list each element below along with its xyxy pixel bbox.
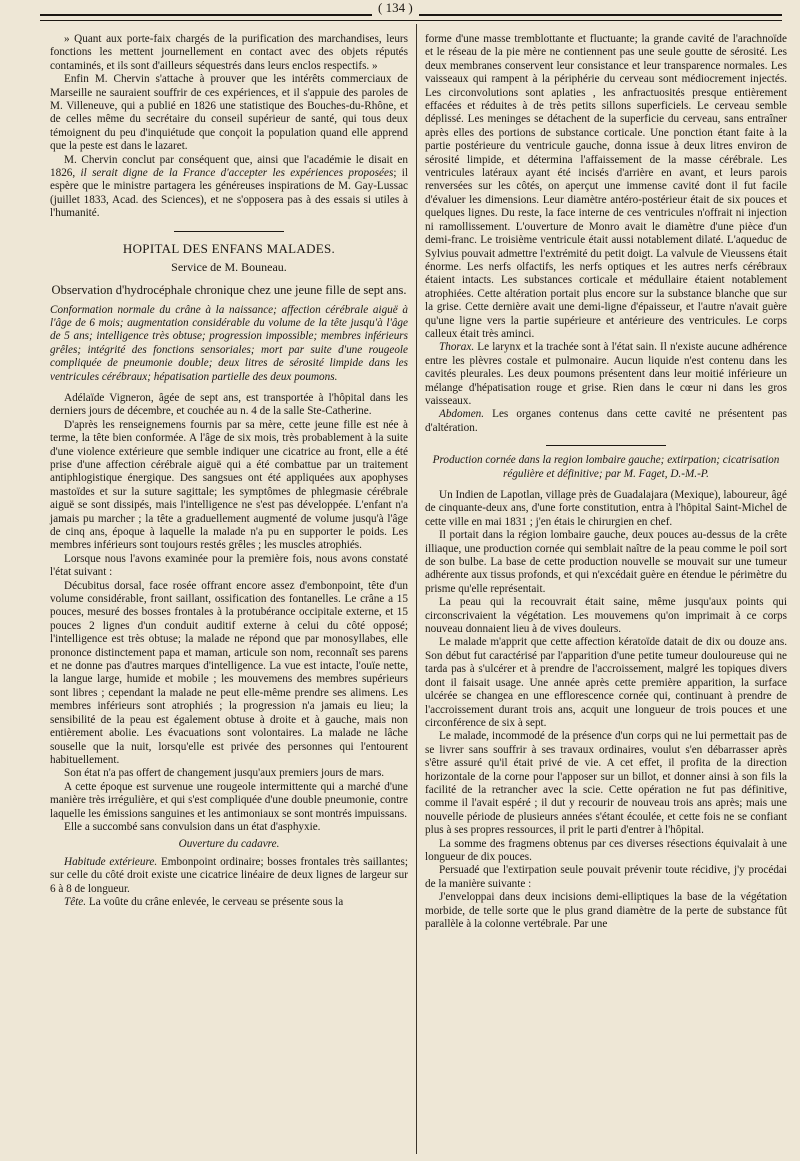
paragraph: » Quant aux porte-faix chargés de la purification des marchandises, leurs fonctions les mettent journellement en contact avec des objets réputés contaminés, et ils sont d'ailleurs séquestrés dans leurs enclos respectifs. » <box>50 33 408 72</box>
article-title: Production cornée dans la region lombaire gauche; extirpation; cicatrisation régulière et définitive; par M. Faget, D.-M.-P. <box>432 454 780 480</box>
run-in-label: Abdomen. <box>439 408 485 421</box>
run-in-label: Thorax. <box>439 341 475 354</box>
paragraph: Adélaïde Vigneron, âgée de sept ans, est transportée à l'hôpital dans les derniers jours de décembre, et couchée au n. 4 de la salle Ste-Catherine. <box>50 391 408 418</box>
paragraph: Le malade m'apprit que cette affection kératoïde datait de dix ou douze ans. Son début fut caractérisé par l'apparition d'une petite tumeur douloureuse qui ne tarda pas à s'ulcérer et à prendre de l'accroissement, malgré les topiques divers dont il faisait usage. Une année après cette première apparition, la surface ulcérée se changea en une efflorescence cornée qui, continuant à prendre de l'accroissement durant trois ans, acquit une longueur de trois pouces et une circonférence de six à sept. <box>425 636 787 729</box>
paragraph: Tête. La voûte du crâne enlevée, le cerveau se présente sous la <box>64 895 344 908</box>
observation-summary: Conformation normale du crâne à la naissance; affection cérébrale aiguë à l'âge de 6 mois; augmentation considérable du volume de la tête jusqu'à l'âge de 5 ans; intelligence très obtuse; progression impossible; membres inférieurs grêles; intégrité des fonctions sensoriales; mort par suite d'une rougeole compliquée de pneumonie double; deux litres de sérosité limpide dans les ventricules cérébraux; hépatisation partielle des deux poumons. <box>50 303 408 383</box>
paragraph: Il portait dans la région lombaire gauche, deux pouces au-dessus de la crête illiaque, une production cornée qui semblait naître de la peau comme le poil sort de son bulbe. La base de cette production nouvelle se mouvait sur une tumeur adhérente aux tissus profonds, et qui n'excédait guère en étendue le périmètre du prisme qu'elle représentait. <box>425 529 787 595</box>
section-title: HOPITAL DES ENFANS MALADES. <box>122 240 336 256</box>
paragraph: Elle a succombé sans convulsion dans un état d'asphyxie. <box>64 820 321 833</box>
run-in-label: Tête. <box>64 895 87 908</box>
paragraph: Un Indien de Lapotlan, village près de Guadalajara (Mexique), laboureur, âgé de cinquante-deux ans, d'une forte constitution, entra à l'hôpital Saint-Michel de cette ville en mai 1831 ; j'en étais le chirurgien en chef. <box>425 489 787 528</box>
paragraph: forme d'une masse tremblottante et fluctuante; la grande cavité de l'arachnoïde et le réseau de la pie mère ne contiennent pas une seule goutte de sérosité. Les deux membranes conservent leur consistance et leur transparence normales. Les vaisseaux qui rampent à la périphérie du cerveau sont médiocrement injectés. Les circonvolutions sont aplaties , les anfractuosités presque entièrement effacées et réduites à de très petits sillons superficiels. Le cerveau semble déplissé. Les meninges se détachent de la superficie du cerveau, sans entraîner après elles des portions de substance corticale. Une ponction étant faite à la partie postérieure du ventricule gauche, donna issue à deux litres environ de sérosité limpide, et détermina l'affaissement de la masse cérébrale. Les ventricules latéraux ayant été incisés d'arrière en avant, et leurs parois renversées sur les côtés, on aperçut une immense cavité dont il fut facile d'évaluer les dimensions. Leur diamètre antéro-postérieur était de six pouces et quelques lignes. Du reste, la face interne de ces ventricules n'offrait ni injection ni ramollissement. L'ouverture de Monro avait le diamètre d'une pièce d'un demi-franc. Le troisième ventricule était aussi notablement dilaté. L'aqueduc de Sylvius pouvait admettre l'extrémité du petit doigt. La valvule de Vieussens était énorme. Les nerfs olfactifs, les nerfs optiques et les autres nerfs cérébraux étaient intacts. Les substances corticale et médullaire étaient notablement atrophiées. Cette altération portait plus encore sur la substance blanche que sur la grise. Cette dernière avait une demi-ligne d'épaisseur, et l'autre n'avait guère qu'une ligne vers la partie supérieure et antérieure des ventricules. Le corps calleux était très aminci. <box>425 33 787 340</box>
paragraph: J'enveloppai dans deux incisions demi-elliptiques la base de la végétation morbide, de telle sorte que le plus grand diamètre de la perte de substance fût parallèle à la colonne vertébrale. Par une <box>425 891 787 930</box>
quote-italic: il serait digne de la France d'accepter les expériences proposées <box>80 167 394 180</box>
paragraph: Thorax. Le larynx et la trachée sont à l'état sain. Il n'existe aucune adhérence entre les plèvres costale et pulmonaire. Aucun liquide n'est contenu dans les cavités pleurales. Les deux poumons présentent dans leur moitié inférieure un mélange d'hépatisation rouge et grise. Rien dans le cœur ni dans les gros vaisseaux. <box>425 341 787 407</box>
subsection-title: Ouverture du cadavre. <box>178 838 280 851</box>
paragraph: M. Chervin conclut par conséquent que, ainsi que l'académie le disait en 1826, il serait digne de la France d'accepter les expériences proposées; il espère que le ministre partagera les généreuses inspirations de M. Gay-Lussac (juillet 1833, Acad. des Sciences), et ne s'opposera pas à des essais si utiles à l'humanité. <box>50 153 409 220</box>
paragraph: Abdomen. Les organes contenus dans cette cavité ne présentent pas d'altération. <box>425 408 787 434</box>
left-column <box>50 33 408 909</box>
right-column <box>425 33 787 931</box>
paragraph: Le malade, incommodé de la présence d'un corps qui ne lui permettait pas de se livrer sans souffrir à ses travaux ordinaires, voulut s'en débarrasser après s'être assuré qu'il était privé de vie. A cet effet, il profita de la direction horizontale de la corne pour l'apposer sur un billot, et donner ainsi à son fils la facilité de la retrancher avec la scie. Cette opération ne fut pas définitive, comme il l'avait espéré ; il dut y recourir de nouveau trois ans après; mais une nouvelle période de plusieurs années s'étant écoulée, et cette fois ne se confiant plus à ses propres ressources, il prit le parti d'entrer à l'hôpital. <box>425 730 787 837</box>
paragraph: Enfin M. Chervin s'attache à prouver que les intérêts commerciaux de Marseille ne sauraient souffrir de ces expériences, et il s'appuie des paroles de M. Villeneuve, qui a publié en 1826 une statistique des Bouches-du-Rhône, et de celles même du secrétaire du conseil supérieur de santé, qui tous deux témoignent du peu d'inquiétude que conçoit la population quand elle apprend que la peste est dans le lazaret. <box>50 73 408 153</box>
paragraph: A cette époque est survenue une rougeole intermittente qui a marché d'une manière très irrégulière, et qui s'est compliquée d'une double pneumonie, contre laquelle les émissions sanguines et les antimoniaux se sont montrés impuissans. <box>50 780 408 820</box>
paragraph: Lorsque nous l'avons examinée pour la première fois, nous avons constaté l'état suivant : <box>50 552 408 579</box>
run-in-label: Habitude extérieure. <box>64 855 158 868</box>
service-line: Service de M. Bouneau. <box>171 260 287 275</box>
paragraph: Habitude extérieure. Embonpoint ordinaire; bosses frontales très saillantes; sur celle du côté droit existe une cicatrice linéaire de deux lignes de largeur sur 6 à 8 de longueur. <box>50 855 408 895</box>
paragraph: D'après les renseignemens fournis par sa mère, cette jeune fille est née à terme, la tête bien conformée. A l'âge de six mois, très probablement à la suite d'une violence extérieure que semble indiquer une cicatrice au front, elle a été prise d'une affection cérébrale aiguë qui a été combattue par un traitement antiphlogistique énergique. Des sangsues ont été appliquées aux apophyses mastoïdes et sur la suture sagittale; les symptômes de phlegmasie cérébrale aiguë se sont dissipés, mais l'intelligence ne s'est pas développée. L'enfant n'a jamais pu marcher ; la tête a graduellement augmenté de volume jusqu'à l'âge de cinq ans, époque à laquelle la malade n'a pu en supporter le poids. Les membres inférieurs sont toujours restés grêles ; les muscles atrophiés. <box>50 418 408 552</box>
page-number: ( 134 ) <box>372 0 419 16</box>
section-rule <box>174 231 284 232</box>
section-rule <box>546 445 666 446</box>
paragraph: La somme des fragmens obtenus par ces diverses résections équivalait à une longueur de dix pouces. <box>425 837 787 863</box>
paragraph: Persuadé que l'extirpation seule pouvait prévenir toute récidive, j'y procédai de la manière suivante : <box>425 864 787 890</box>
observation-title: Observation d'hydrocéphale chronique chez une jeune fille de sept ans. <box>51 282 407 297</box>
column-divider <box>416 24 417 1154</box>
paragraph: Décubitus dorsal, face rosée offrant encore assez d'embonpoint, tête d'un volume considérable, front saillant, ossification des fontanelles. Le crâne a 15 pouces, mesuré des bosses frontales à la protubérance occipitale externe, et 15 pouces 2 lignes d'un conduit auditif externe à celui du côté opposé; l'intelligence est très obtuse; la malade ne répond que par monosyllabes, elle prononce distinctement papa et maman, articule son nom, reconnaît ses parens et ne donne pas d'autres marques d'intelligence. La vue est intacte, l'ouïe nette, la langue large, humide et mobile ; les mouvemens des membres supérieurs sont libres ; cependant la malade ne peut elle-même prendre ses alimens. Les membres inférieurs sont atrophiés ; la progression n'a jamais eu lieu; la sensibilité de la peau est également obtuse à droite et à gauche, mais non entièrement abolie. Les évacuations sont volontaires. La malade ne lâche souselle que la nuit, lorsqu'elle est privée des personnes qui l'entourent habituellement. <box>50 579 408 766</box>
paragraph: Son état n'a pas offert de changement jusqu'aux premiers jours de mars. <box>64 767 385 780</box>
paragraph: La peau qui la recouvrait était saine, même jusqu'aux points qui circonscrivaient la végétation. Les mouvemens qu'on imprimait à ce corps nouveau donnaient lieu à de vives douleurs. <box>425 596 787 636</box>
